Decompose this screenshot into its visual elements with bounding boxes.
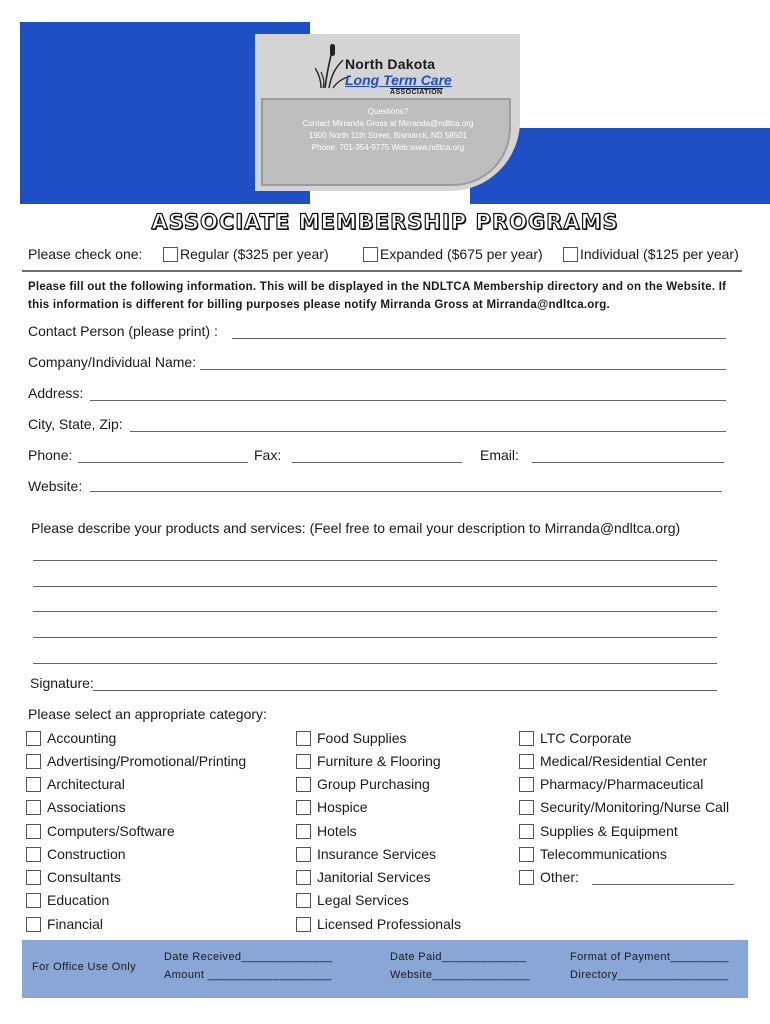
products-line[interactable] — [33, 611, 717, 612]
office-website: Website_______________ — [390, 969, 531, 981]
checkbox[interactable] — [296, 731, 311, 746]
instructions-text: Please fill out the following information. This will be displayed in the NDLTCA Membership directory and on the Website. If this information is different for billing purposes please notify Mirranda Gross at Mirranda@ndltca.org. — [28, 281, 727, 311]
checkbox[interactable] — [519, 870, 534, 885]
category-security[interactable]: Security/Monitoring/Nurse Call — [519, 799, 729, 817]
date-received: Date Received______________ — [164, 951, 333, 963]
company-field[interactable] — [200, 369, 726, 370]
category-medical-residential[interactable]: Medical/Residential Center — [519, 753, 707, 771]
category-pharmacy[interactable]: Pharmacy/Pharmaceutical — [519, 776, 703, 794]
option-individual-label: Individual ($125 per year) — [580, 246, 739, 262]
membership-options — [28, 246, 748, 264]
category-other[interactable]: Other: — [519, 869, 579, 887]
checkbox[interactable] — [296, 777, 311, 792]
category-food-supplies[interactable]: Food Supplies — [296, 730, 407, 748]
address-label: Address: — [28, 385, 84, 401]
fax-field[interactable] — [292, 462, 462, 463]
checkbox[interactable] — [26, 754, 41, 769]
category-financial[interactable]: Financial — [26, 916, 103, 934]
contact-info — [263, 106, 513, 154]
products-line[interactable] — [33, 560, 717, 561]
section-divider — [22, 270, 742, 272]
checkbox[interactable] — [296, 800, 311, 815]
logo-line-2: Long Term Care — [345, 72, 452, 88]
checkbox[interactable] — [519, 754, 534, 769]
contact-person-label: Contact Person (please print) : — [28, 323, 218, 339]
page-title: ASSOCIATE MEMBERSHIP PROGRAMS — [151, 210, 619, 234]
category-architectural[interactable]: Architectural — [26, 776, 125, 794]
address-field[interactable] — [90, 400, 726, 401]
products-line[interactable] — [33, 637, 717, 638]
website-label: Website: — [28, 478, 83, 494]
header-card — [255, 34, 520, 191]
checkbox[interactable] — [26, 777, 41, 792]
category-furniture[interactable]: Furniture & Flooring — [296, 753, 441, 771]
phone-field[interactable] — [78, 462, 248, 463]
date-paid: Date Paid_____________ — [390, 951, 527, 963]
checkbox[interactable] — [519, 824, 534, 839]
checkbox[interactable] — [26, 824, 41, 839]
website-field[interactable] — [90, 491, 722, 492]
checkbox-expanded[interactable] — [363, 247, 378, 262]
option-expanded[interactable] — [363, 246, 543, 262]
checkbox[interactable] — [26, 893, 41, 908]
category-construction[interactable]: Construction — [26, 846, 126, 864]
checkbox[interactable] — [296, 847, 311, 862]
category-computers[interactable]: Computers/Software — [26, 823, 175, 841]
category-advertising[interactable]: Advertising/Promotional/Printing — [26, 753, 246, 771]
other-field[interactable] — [592, 884, 734, 885]
checkbox[interactable] — [26, 847, 41, 862]
checkbox[interactable] — [296, 893, 311, 908]
category-supplies-equipment[interactable]: Supplies & Equipment — [519, 823, 678, 841]
checkbox[interactable] — [519, 731, 534, 746]
category-ltc-corporate[interactable]: LTC Corporate — [519, 730, 632, 748]
contact-panel — [261, 98, 511, 186]
category-prompt: Please select an appropriate category: — [28, 706, 267, 722]
city-label: City, State, Zip: — [28, 416, 123, 432]
office-label: For Office Use Only — [32, 961, 136, 973]
checkbox-regular[interactable] — [163, 247, 178, 262]
category-accounting[interactable]: Accounting — [26, 730, 116, 748]
directory: Directory_________________ — [570, 969, 729, 981]
phone-label: Phone: — [28, 447, 73, 463]
category-consultants[interactable]: Consultants — [26, 869, 121, 887]
checkbox[interactable] — [519, 847, 534, 862]
category-group-purchasing[interactable]: Group Purchasing — [296, 776, 430, 794]
option-regular-label: Regular ($325 per year) — [180, 246, 329, 262]
checkbox[interactable] — [26, 917, 41, 932]
products-line[interactable] — [33, 663, 717, 664]
category-janitorial[interactable]: Janitorial Services — [296, 869, 431, 887]
checkbox[interactable] — [296, 870, 311, 885]
contact-line: 1900 North 11th Street, Bismarck, ND 58501 — [308, 131, 468, 140]
checkbox[interactable] — [26, 731, 41, 746]
option-individual[interactable] — [563, 246, 739, 262]
signature-label: Signature: — [30, 675, 94, 691]
logo-line-3: ASSOCIATION — [390, 89, 443, 96]
checkbox[interactable] — [296, 754, 311, 769]
category-telecommunications[interactable]: Telecommunications — [519, 846, 667, 864]
checkbox[interactable] — [26, 800, 41, 815]
signature-field[interactable] — [93, 690, 717, 691]
contact-line: Phone: 701-354-9775 Web:www.ndltca.org — [311, 143, 465, 152]
checkbox-individual[interactable] — [563, 247, 578, 262]
check-prompt: Please check one: — [28, 246, 143, 262]
fax-label: Fax: — [254, 447, 282, 463]
category-hospice[interactable]: Hospice — [296, 799, 368, 817]
contact-line: Questions? — [367, 107, 409, 116]
checkbox[interactable] — [296, 824, 311, 839]
category-associations[interactable]: Associations — [26, 799, 126, 817]
products-line[interactable] — [33, 586, 717, 587]
checkbox[interactable] — [519, 800, 534, 815]
checkbox[interactable] — [519, 777, 534, 792]
checkbox[interactable] — [26, 870, 41, 885]
amount: Amount ___________________ — [164, 969, 332, 981]
email-label: Email: — [480, 447, 519, 463]
category-legal[interactable]: Legal Services — [296, 892, 409, 910]
contact-person-field[interactable] — [232, 338, 726, 339]
category-education[interactable]: Education — [26, 892, 109, 910]
logo-line-1: North Dakota — [345, 56, 436, 72]
category-insurance[interactable]: Insurance Services — [296, 846, 436, 864]
option-expanded-label: Expanded ($675 per year) — [380, 246, 543, 262]
checkbox[interactable] — [296, 917, 311, 932]
office-use-box — [22, 940, 748, 998]
company-label: Company/Individual Name: — [28, 354, 197, 370]
products-prompt: Please describe your products and services: (Feel free to email your description to Mirranda@ndltca.org) — [31, 520, 681, 536]
category-licensed-professionals[interactable]: Licensed Professionals — [296, 916, 461, 934]
category-hotels[interactable]: Hotels — [296, 823, 357, 841]
email-field[interactable] — [532, 462, 724, 463]
payment-format: Format of Payment_________ — [570, 951, 729, 963]
contact-line: Contact Mirranda Gross at Mirranda@ndltca.org — [302, 119, 474, 128]
option-regular[interactable] — [163, 246, 329, 262]
city-field[interactable] — [130, 431, 726, 432]
